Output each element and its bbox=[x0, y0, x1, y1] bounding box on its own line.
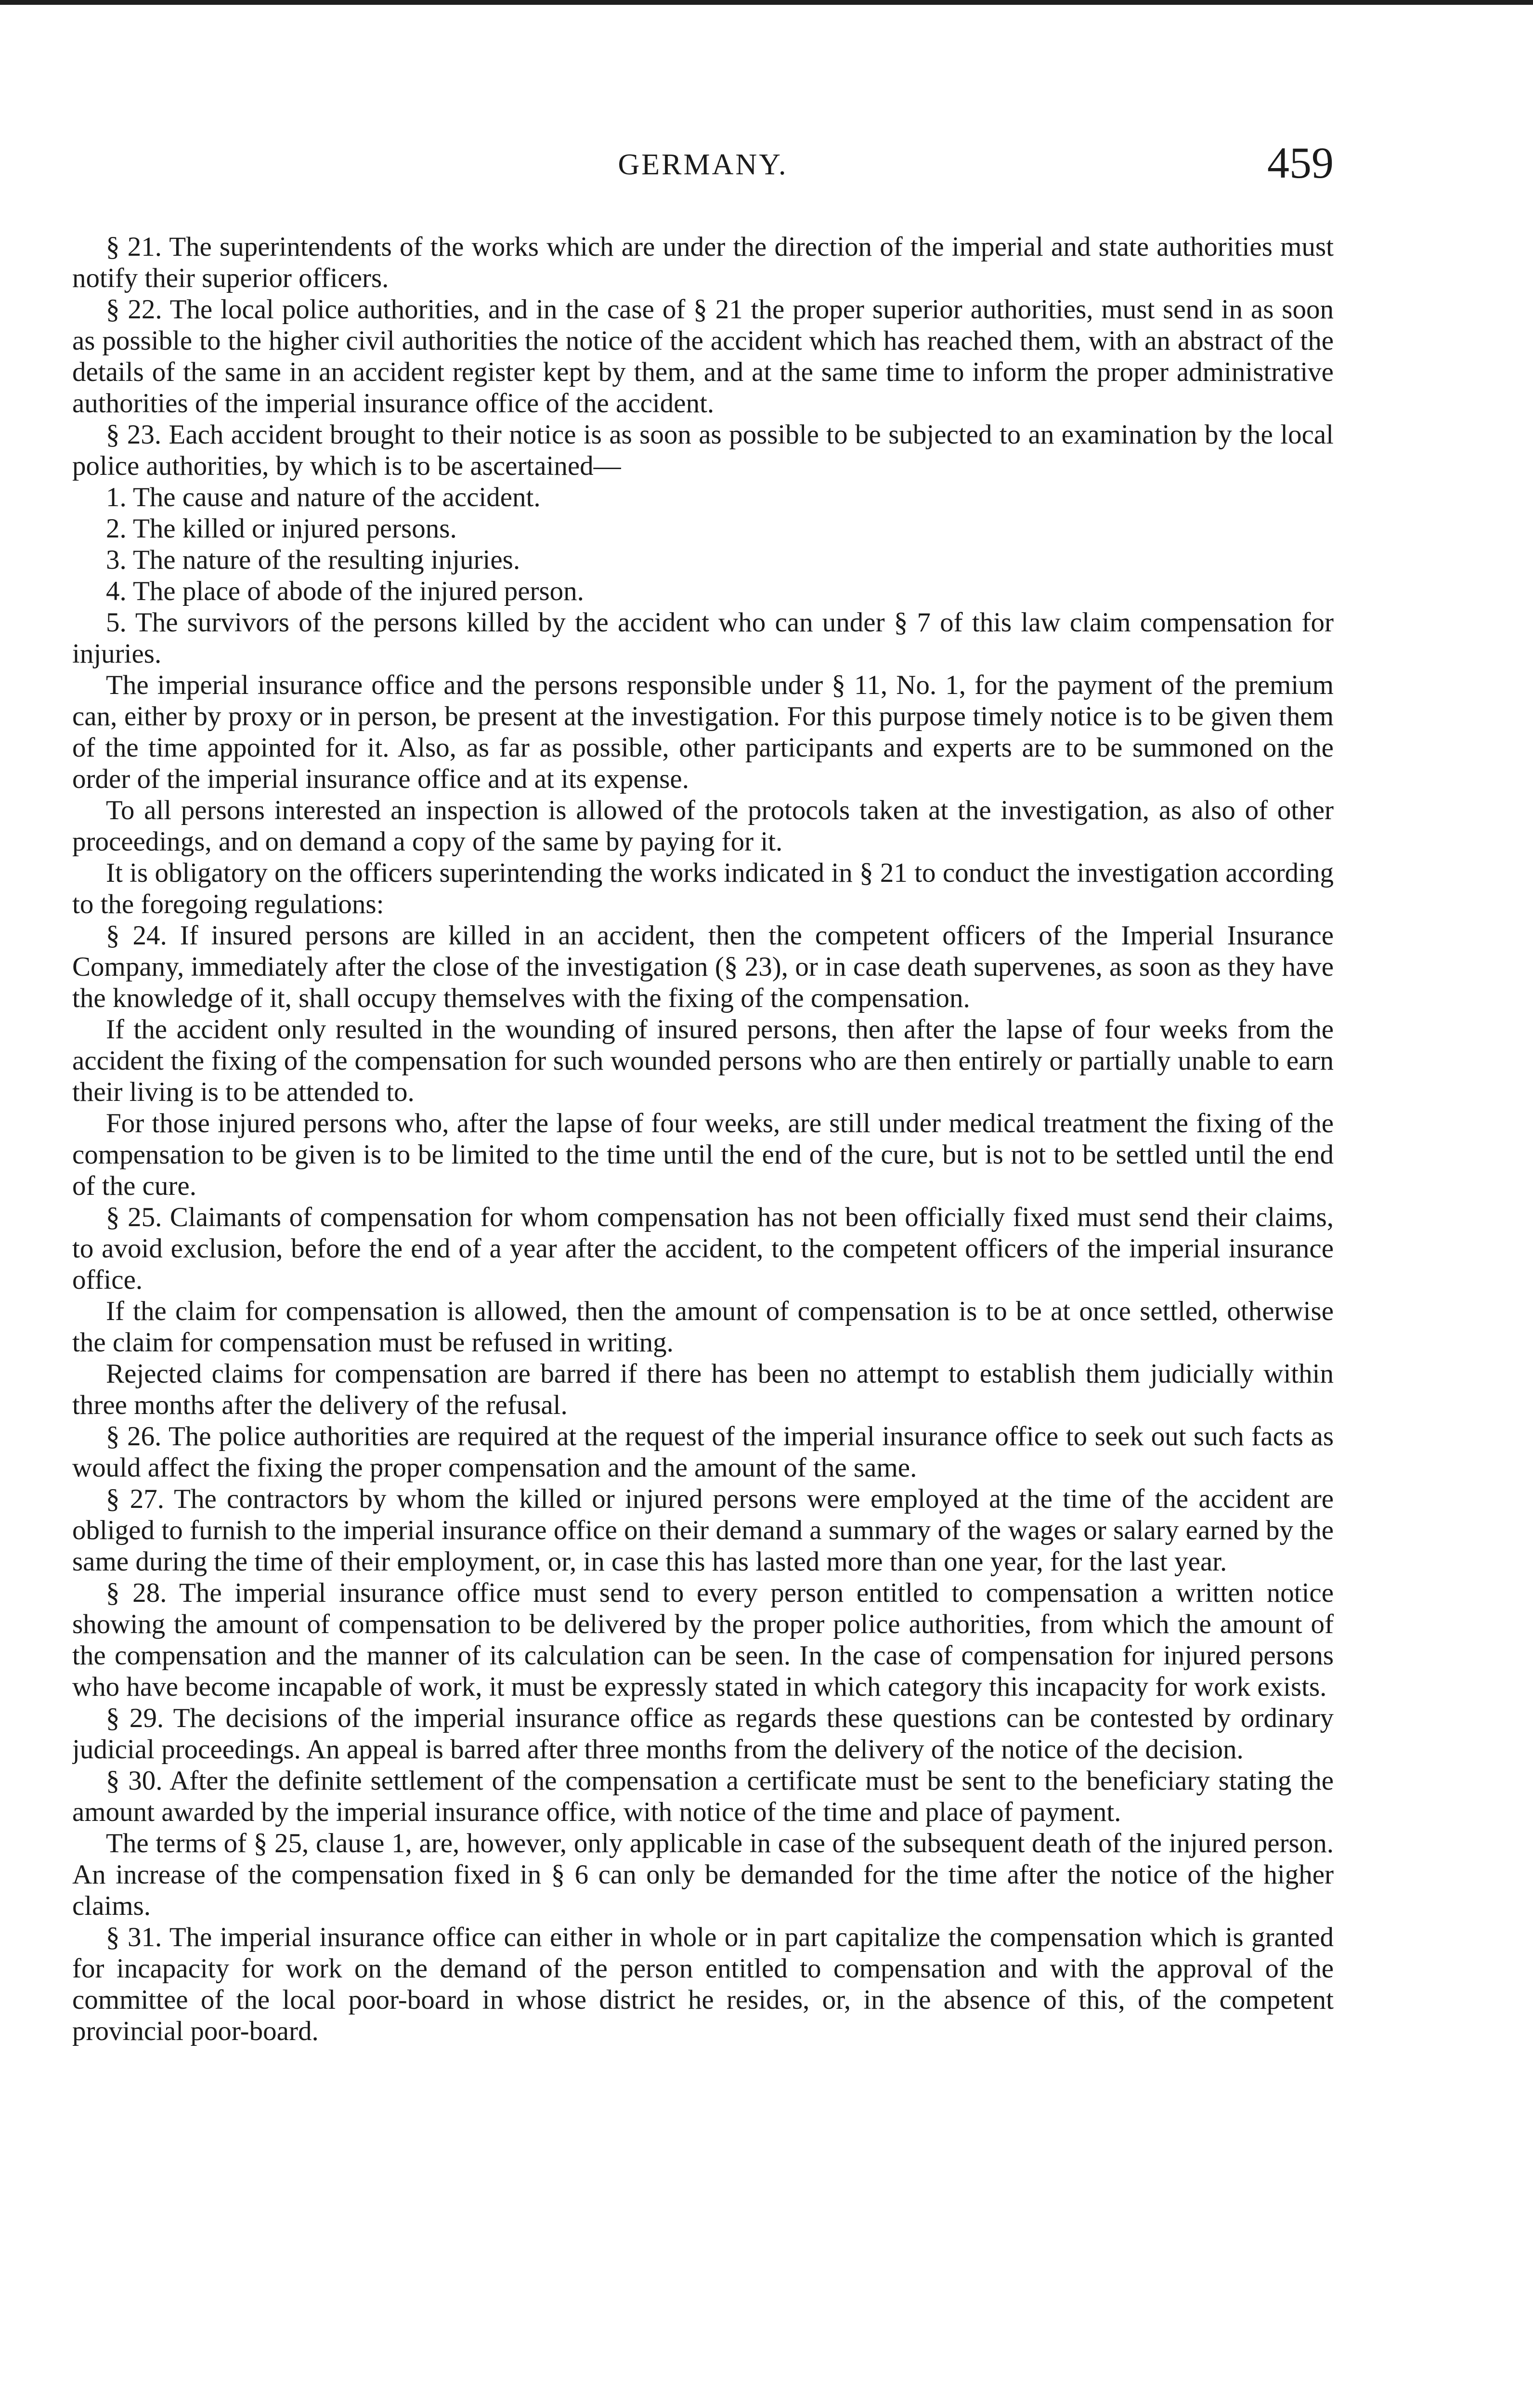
paragraph-s25: § 25. Claimants of compensation for whom compensation has not been officially fixed must send their claims, to avoid exclusion, before the end of a year after the accident, to the competent officers of the imperial insurance office. bbox=[72, 1202, 1334, 1295]
list-item-cause: 1. The cause and nature of the accident. bbox=[106, 482, 541, 512]
paragraph-claim-allowed: If the claim for compensation is allowed, then the amount of compensation is to be at once settled, otherwise the claim for compensation must be refused in writing. bbox=[72, 1296, 1334, 1358]
paragraph-s28: § 28. The imperial insurance office must send to every person entitled to compensation a written notice showing the amount of compensation to be delivered by the proper police authorities, from which the amount of the compensation and the manner of its calculation can be seen. In the case of compensation for injured persons who have become incapable of work, it must be expressly stated in which category this incapacity for work exists. bbox=[72, 1578, 1334, 1702]
paragraph-medical-treatment: For those injured persons who, after the lapse of four weeks, are still under medical treatment the fixing of the compensation to be given is to be limited to the time until the end of the cure, but is not to be settled until the end of the cure. bbox=[72, 1108, 1334, 1201]
list-item-injuries: 3. The nature of the resulting injuries. bbox=[106, 545, 520, 575]
paragraph-s23: § 23. Each accident brought to their notice is as soon as possible to be subjected to an examination by the local police authorities, by which is to be ascertained— bbox=[72, 419, 1334, 481]
list-item-survivors: 5. The survivors of the persons killed by the accident who can under § 7 of this law claim compensation for injuries. bbox=[72, 607, 1334, 669]
list-item-abode: 4. The place of abode of the injured person. bbox=[106, 576, 584, 606]
running-head: GERMANY. bbox=[618, 148, 788, 181]
paragraph-s30: § 30. After the definite settlement of the compensation a certificate must be sent to the beneficiary stating the amount awarded by the imperial insurance office, with notice of the time and place of payment. bbox=[72, 1766, 1334, 1827]
paragraph-protocol-inspection: To all persons interested an inspection is allowed of the protocols taken at the investigation, as also of other proceedings, and on demand a copy of the same by paying for it. bbox=[72, 795, 1334, 857]
paragraph-rejected-claims: Rejected claims for compensation are barred if there has been no attempt to establish them judicially within three months after the delivery of the refusal. bbox=[72, 1359, 1334, 1420]
page-number: 459 bbox=[1267, 138, 1334, 187]
paragraph-s29: § 29. The decisions of the imperial insurance office as regards these questions can be contested by ordinary judicial proceedings. An appeal is barred after three months from the delivery of the notice of the decision. bbox=[72, 1703, 1334, 1765]
page-header bbox=[72, 137, 1334, 190]
paragraph-s22: § 22. The local police authorities, and in the case of § 21 the proper superior authorities, must send in as soon as possible to the higher civil authorities the notice of the accident which has reached them, with an abstract of the details of the same in an accident register kept by them, and at the same time to inform the proper administrative authorities of the imperial insurance office of the accident. bbox=[72, 294, 1334, 419]
paragraph-wounding: If the accident only resulted in the wounding of insured persons, then after the lapse of four weeks from the accident the fixing of the compensation for such wounded persons who are then entirely or partially unable to earn their living is to be attended to. bbox=[72, 1014, 1334, 1107]
paragraph-s24: § 24. If insured persons are killed in an accident, then the competent officers of the Imperial Insurance Company, immediately after the close of the investigation (§ 23), or in case death supervenes, as soon as they have the knowledge of it, shall occupy themselves with the fixing of the compensation. bbox=[72, 920, 1334, 1013]
paragraph-s31: § 31. The imperial insurance office can either in whole or in part capitalize the compensation which is granted for incapacity for work on the demand of the person entitled to compensation and with the approval of the committee of the local poor-board in whose district he resides, or, in the absence of this, of the competent provincial poor-board. bbox=[72, 1922, 1334, 2046]
paragraph-s21: § 21. The superintendents of the works which are under the direction of the imperial and state authorities must notify their superior officers. bbox=[72, 232, 1334, 293]
paragraph-s27: § 27. The contractors by whom the killed or injured persons were employed at the time of the accident are obliged to furnish to the imperial insurance office on their demand a summary of the wages or salary earned by the same during the time of their employment, or, in case this has lasted more than one year, for the last year. bbox=[72, 1484, 1334, 1577]
paragraph-s25-terms: The terms of § 25, clause 1, are, however, only applicable in case of the subsequent death of the injured person. An increase of the compensation fixed in § 6 can only be demanded for the time after the notice of the higher claims. bbox=[72, 1828, 1334, 1921]
top-rule bbox=[0, 0, 1533, 5]
list-item-killed-injured: 2. The killed or injured persons. bbox=[106, 513, 457, 544]
paragraph-s26: § 26. The police authorities are required at the request of the imperial insurance office to seek out such facts as would affect the fixing the proper compensation and the amount of the same. bbox=[72, 1421, 1334, 1483]
paragraph-officer-obligation: It is obligatory on the officers superintending the works indicated in § 21 to conduct the investigation according to the foregoing regulations: bbox=[72, 858, 1334, 919]
paragraph-investigation-presence: The imperial insurance office and the persons responsible under § 11, No. 1, for the payment of the premium can, either by proxy or in person, be present at the investigation. For this purpose timely notice is to be given them of the time appointed for it. Also, as far as possible, other participants and experts are to be summoned on the order of the imperial insurance office and at its expense. bbox=[72, 670, 1334, 794]
page-body bbox=[72, 231, 1334, 2408]
